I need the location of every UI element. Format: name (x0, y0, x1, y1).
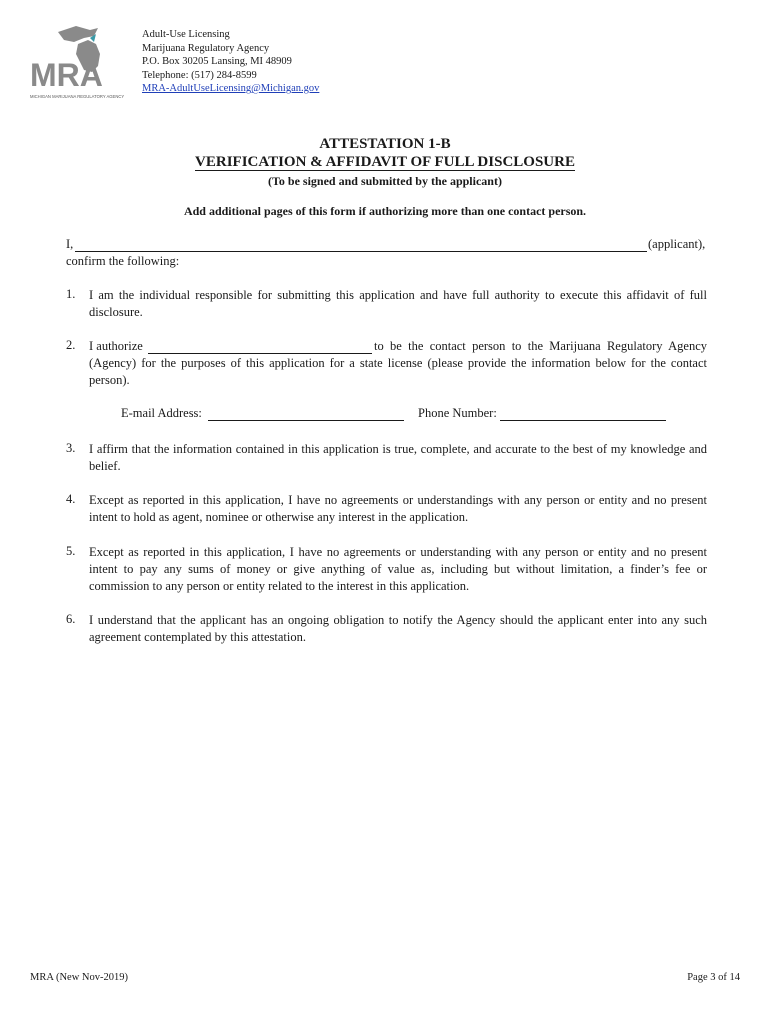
svg-text:MICHIGAN MARIJUANA REGULATORY: MICHIGAN MARIJUANA REGULATORY AGENCY (30, 94, 125, 99)
form-title: ATTESTATION 1-B (319, 136, 451, 152)
item-number: 1. (66, 287, 76, 301)
form-subtitle: VERIFICATION & AFFIDAVIT OF FULL DISCLOSURE (195, 154, 575, 170)
intro-confirm: confirm the following: (66, 254, 180, 268)
michigan-map-icon (28, 22, 130, 102)
item-number: 5. (66, 544, 76, 558)
svg-text:MRA: MRA (30, 57, 103, 93)
item-text: I am the individual responsible for submitting this application and have full authority to execute this affidavit of full disclosure. (89, 288, 707, 319)
item-text: I understand that the applicant has an ongoing obligation to notify the Agency should the applicant enter into any such agreement contemplated by this attestation. (89, 613, 707, 644)
applicant-name-field[interactable] (75, 251, 647, 252)
item-text: Except as reported in this application, I have no agreements or understanding with any person or entity and no present intent to pay any sums of money or give anything of value as, including but without limitation, a finder’s fee or commission to any person or entity related to the interest in this application. (89, 545, 707, 593)
phone-field[interactable] (500, 420, 666, 421)
item-text: to be the contact person to the Marijuana Regulatory Agency (Agency) for the purposes of this application for a state license (please provide the information below for the contact person). (89, 339, 707, 387)
item-number: 3. (66, 441, 76, 455)
item-text: Except as reported in this application, I have no agreements or understandings with any person or entity and no present intent to hold as agent, nominee or otherwise any interest in the application. (89, 493, 707, 524)
authorize-prefix: I authorize (89, 339, 143, 353)
email-label: E-mail Address: (121, 406, 202, 420)
address-line: P.O. Box 30205 Lansing, MI 48909 (142, 56, 292, 67)
telephone-line: Telephone: (517) 284-8599 (142, 69, 257, 81)
agency-address (142, 28, 319, 96)
item-number: 2. (66, 338, 76, 352)
form-note: (To be signed and submitted by the applicant) (268, 174, 502, 188)
item-number: 6. (66, 612, 76, 626)
phone-label: Phone Number: (418, 406, 497, 420)
form-instruction: Add additional pages of this form if authorizing more than one contact person. (183, 204, 587, 218)
email-link[interactable]: MRA-AdultUseLicensing@Michigan.gov (142, 83, 320, 94)
email-field[interactable] (208, 420, 404, 421)
mra-logo (28, 22, 130, 102)
address-line: Adult-Use Licensing (142, 29, 230, 40)
item-text: I affirm that the information contained in this application is true, complete, and accurate to the best of my knowledge and belief. (89, 442, 707, 473)
footer-page-number: Page 3 of 14 (687, 972, 740, 983)
footer-revision: MRA (New Nov-2019) (30, 972, 128, 983)
intro-prefix: I, (66, 237, 74, 251)
item-number: 4. (66, 492, 76, 506)
intro-suffix: (applicant), (648, 237, 706, 251)
address-line: Marijuana Regulatory Agency (142, 42, 270, 54)
